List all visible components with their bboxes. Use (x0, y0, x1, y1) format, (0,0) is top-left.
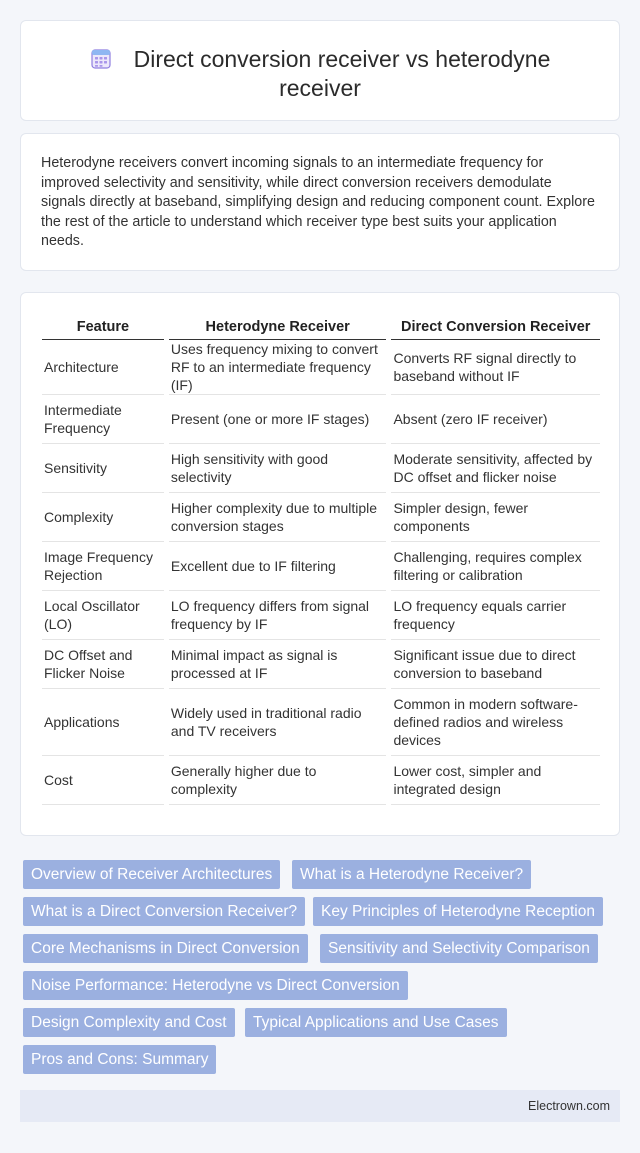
table-header-row (42, 315, 600, 340)
topic-link[interactable]: Overview of Receiver Architectures (23, 860, 280, 889)
header-direct-conversion: Direct Conversion Receiver (391, 315, 600, 340)
row-feature: Complexity (42, 493, 164, 542)
table-row (42, 756, 600, 805)
topic-link[interactable]: Pros and Cons: Summary (23, 1045, 216, 1074)
row-feature: Applications (42, 689, 164, 756)
row-direct: Converts RF signal directly to baseband without IF (391, 340, 600, 395)
row-feature: Cost (42, 756, 164, 805)
table-row (42, 689, 600, 756)
row-heterodyne: Minimal impact as signal is processed at IF (169, 640, 387, 689)
row-heterodyne: Excellent due to IF filtering (169, 542, 387, 591)
row-feature: Intermediate Frequency (42, 395, 164, 444)
row-heterodyne: Uses frequency mixing to convert RF to an intermediate frequency (IF) (169, 340, 387, 395)
row-direct: Common in modern software-defined radios and wireless devices (391, 689, 600, 756)
row-feature: Local Oscillator (LO) (42, 591, 164, 640)
page-title-wrap (21, 45, 619, 103)
comparison-table (37, 315, 605, 805)
header-heterodyne: Heterodyne Receiver (169, 315, 387, 340)
intro-paragraph: Heterodyne receivers convert incoming signals to an intermediate frequency for improved selectivity and sensitivity, while direct conversion receivers demodulate signals directly at baseband, simplifying design and reducing component count. Explore the rest of the article to understand which receiver type best suits your application needs. (41, 155, 595, 249)
topic-link[interactable]: What is a Direct Conversion Receiver? (23, 897, 305, 926)
comparison-table-card (20, 292, 620, 836)
table-row (42, 340, 600, 395)
row-direct: Simpler design, fewer components (391, 493, 600, 542)
table-row (42, 640, 600, 689)
document-grid-icon (90, 48, 112, 70)
row-heterodyne: Widely used in traditional radio and TV receivers (169, 689, 387, 756)
row-direct: Lower cost, simpler and integrated design (391, 756, 600, 805)
row-direct: Significant issue due to direct conversion to baseband (391, 640, 600, 689)
row-direct: LO frequency equals carrier frequency (391, 591, 600, 640)
row-feature: Image Frequency Rejection (42, 542, 164, 591)
footer (20, 1090, 620, 1122)
row-heterodyne: Generally higher due to complexity (169, 756, 387, 805)
row-direct: Moderate sensitivity, affected by DC offset and flicker noise (391, 444, 600, 493)
topic-link[interactable]: Typical Applications and Use Cases (245, 1008, 507, 1037)
table-row (42, 591, 600, 640)
row-heterodyne: High sensitivity with good selectivity (169, 444, 387, 493)
row-direct: Challenging, requires complex filtering or calibration (391, 542, 600, 591)
row-heterodyne: LO frequency differs from signal frequency by IF (169, 591, 387, 640)
table-row (42, 395, 600, 444)
row-feature: DC Offset and Flicker Noise (42, 640, 164, 689)
table-row (42, 542, 600, 591)
intro-card (20, 133, 620, 271)
topic-link[interactable]: Design Complexity and Cost (23, 1008, 235, 1037)
row-heterodyne: Higher complexity due to multiple conversion stages (169, 493, 387, 542)
table-row (42, 444, 600, 493)
topic-link[interactable]: Key Principles of Heterodyne Reception (313, 897, 603, 926)
topic-link[interactable]: Sensitivity and Selectivity Comparison (320, 934, 598, 963)
row-feature: Sensitivity (42, 444, 164, 493)
table-row (42, 493, 600, 542)
footer-brand: Electrown.com (528, 1099, 610, 1113)
row-feature: Architecture (42, 340, 164, 395)
topic-link[interactable]: Noise Performance: Heterodyne vs Direct Conversion (23, 971, 408, 1000)
header-feature: Feature (42, 315, 164, 340)
row-direct: Absent (zero IF receiver) (391, 395, 600, 444)
row-heterodyne: Present (one or more IF stages) (169, 395, 387, 444)
title-card (20, 20, 620, 121)
page-title: Direct conversion receiver vs heterodyne receiver (133, 46, 551, 101)
topic-link[interactable]: Core Mechanisms in Direct Conversion (23, 934, 308, 963)
topic-link[interactable]: What is a Heterodyne Receiver? (292, 860, 531, 889)
